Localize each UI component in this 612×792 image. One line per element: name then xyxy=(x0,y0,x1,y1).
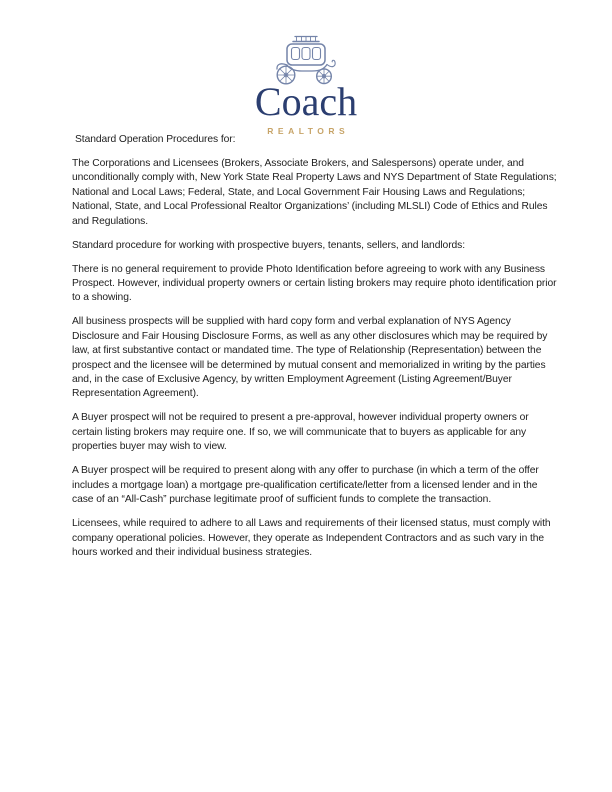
document-body xyxy=(72,133,559,570)
logo-brand-text: Coach xyxy=(254,79,358,124)
paragraph-offer-requirements: A Buyer prospect will be required to present along with any offer to purchase (in which a term of the offer includes a mortgage loan) a mortgage pre-qualification certificate/letter from a licensed lender and in the case of an “All-Cash” purchase legitimate proof of sufficient funds to complete the transaction. xyxy=(72,465,539,506)
document-heading: Standard Operation Procedures for: xyxy=(75,134,236,145)
paragraph-standard-procedure-intro: Standard procedure for working with prospective buyers, tenants, sellers, and landlords: xyxy=(72,239,466,251)
logo-tagline-text: REALTORS xyxy=(267,126,350,136)
paragraph-disclosures: All business prospects will be supplied with hard copy form and verbal explanation of NYS Agency Disclosure and Fair Housing Disclosure Forms, as well as any other disclosures which may be required by law, at first substantive contact or mandated time. The type of Relationship (Representation) between the prospect and the licensee will be determined by mutual consent and memorialized in writing by the parties and, in the case of Exclusive Agency, by written Employment Agreement (Listing Agreement/Buyer Representation Agreement). xyxy=(72,316,548,400)
paragraph-laws-compliance: The Corporations and Licensees (Brokers, Associate Brokers, and Salespersons) operate under, and unconditionally comply with, New York State Real Property Laws and NYS Department of State Regulations; National and Local Laws; Federal, State, and Local Government Fair Housing Laws and Regulations; National, State, and Local Professional Realtor Organizations’ (including MLSLI) Code of Ethics and Rules and Regulations. xyxy=(72,158,557,227)
paragraph-photo-identification: There is no general requirement to provide Photo Identification before agreeing to work with any Business Prospect. However, individual property owners or certain listing brokers may require photo identification prior to a showing. xyxy=(72,263,557,304)
paragraph-independent-contractors: Licensees, while required to adhere to all Laws and requirements of their licensed status, must comply with company operational policies. However, they operate as Independent Contractors and as such vary in the hours worked and their individual business strategies. xyxy=(72,518,551,558)
paragraph-pre-approval: A Buyer prospect will not be required to present a pre-approval, however individual property owners or certain listing brokers may require one. If so, we will communicate that to buyers as applicable for any properties buyer may wish to view. xyxy=(72,412,529,453)
coach-carriage-icon xyxy=(272,33,340,85)
company-logo xyxy=(0,33,612,136)
